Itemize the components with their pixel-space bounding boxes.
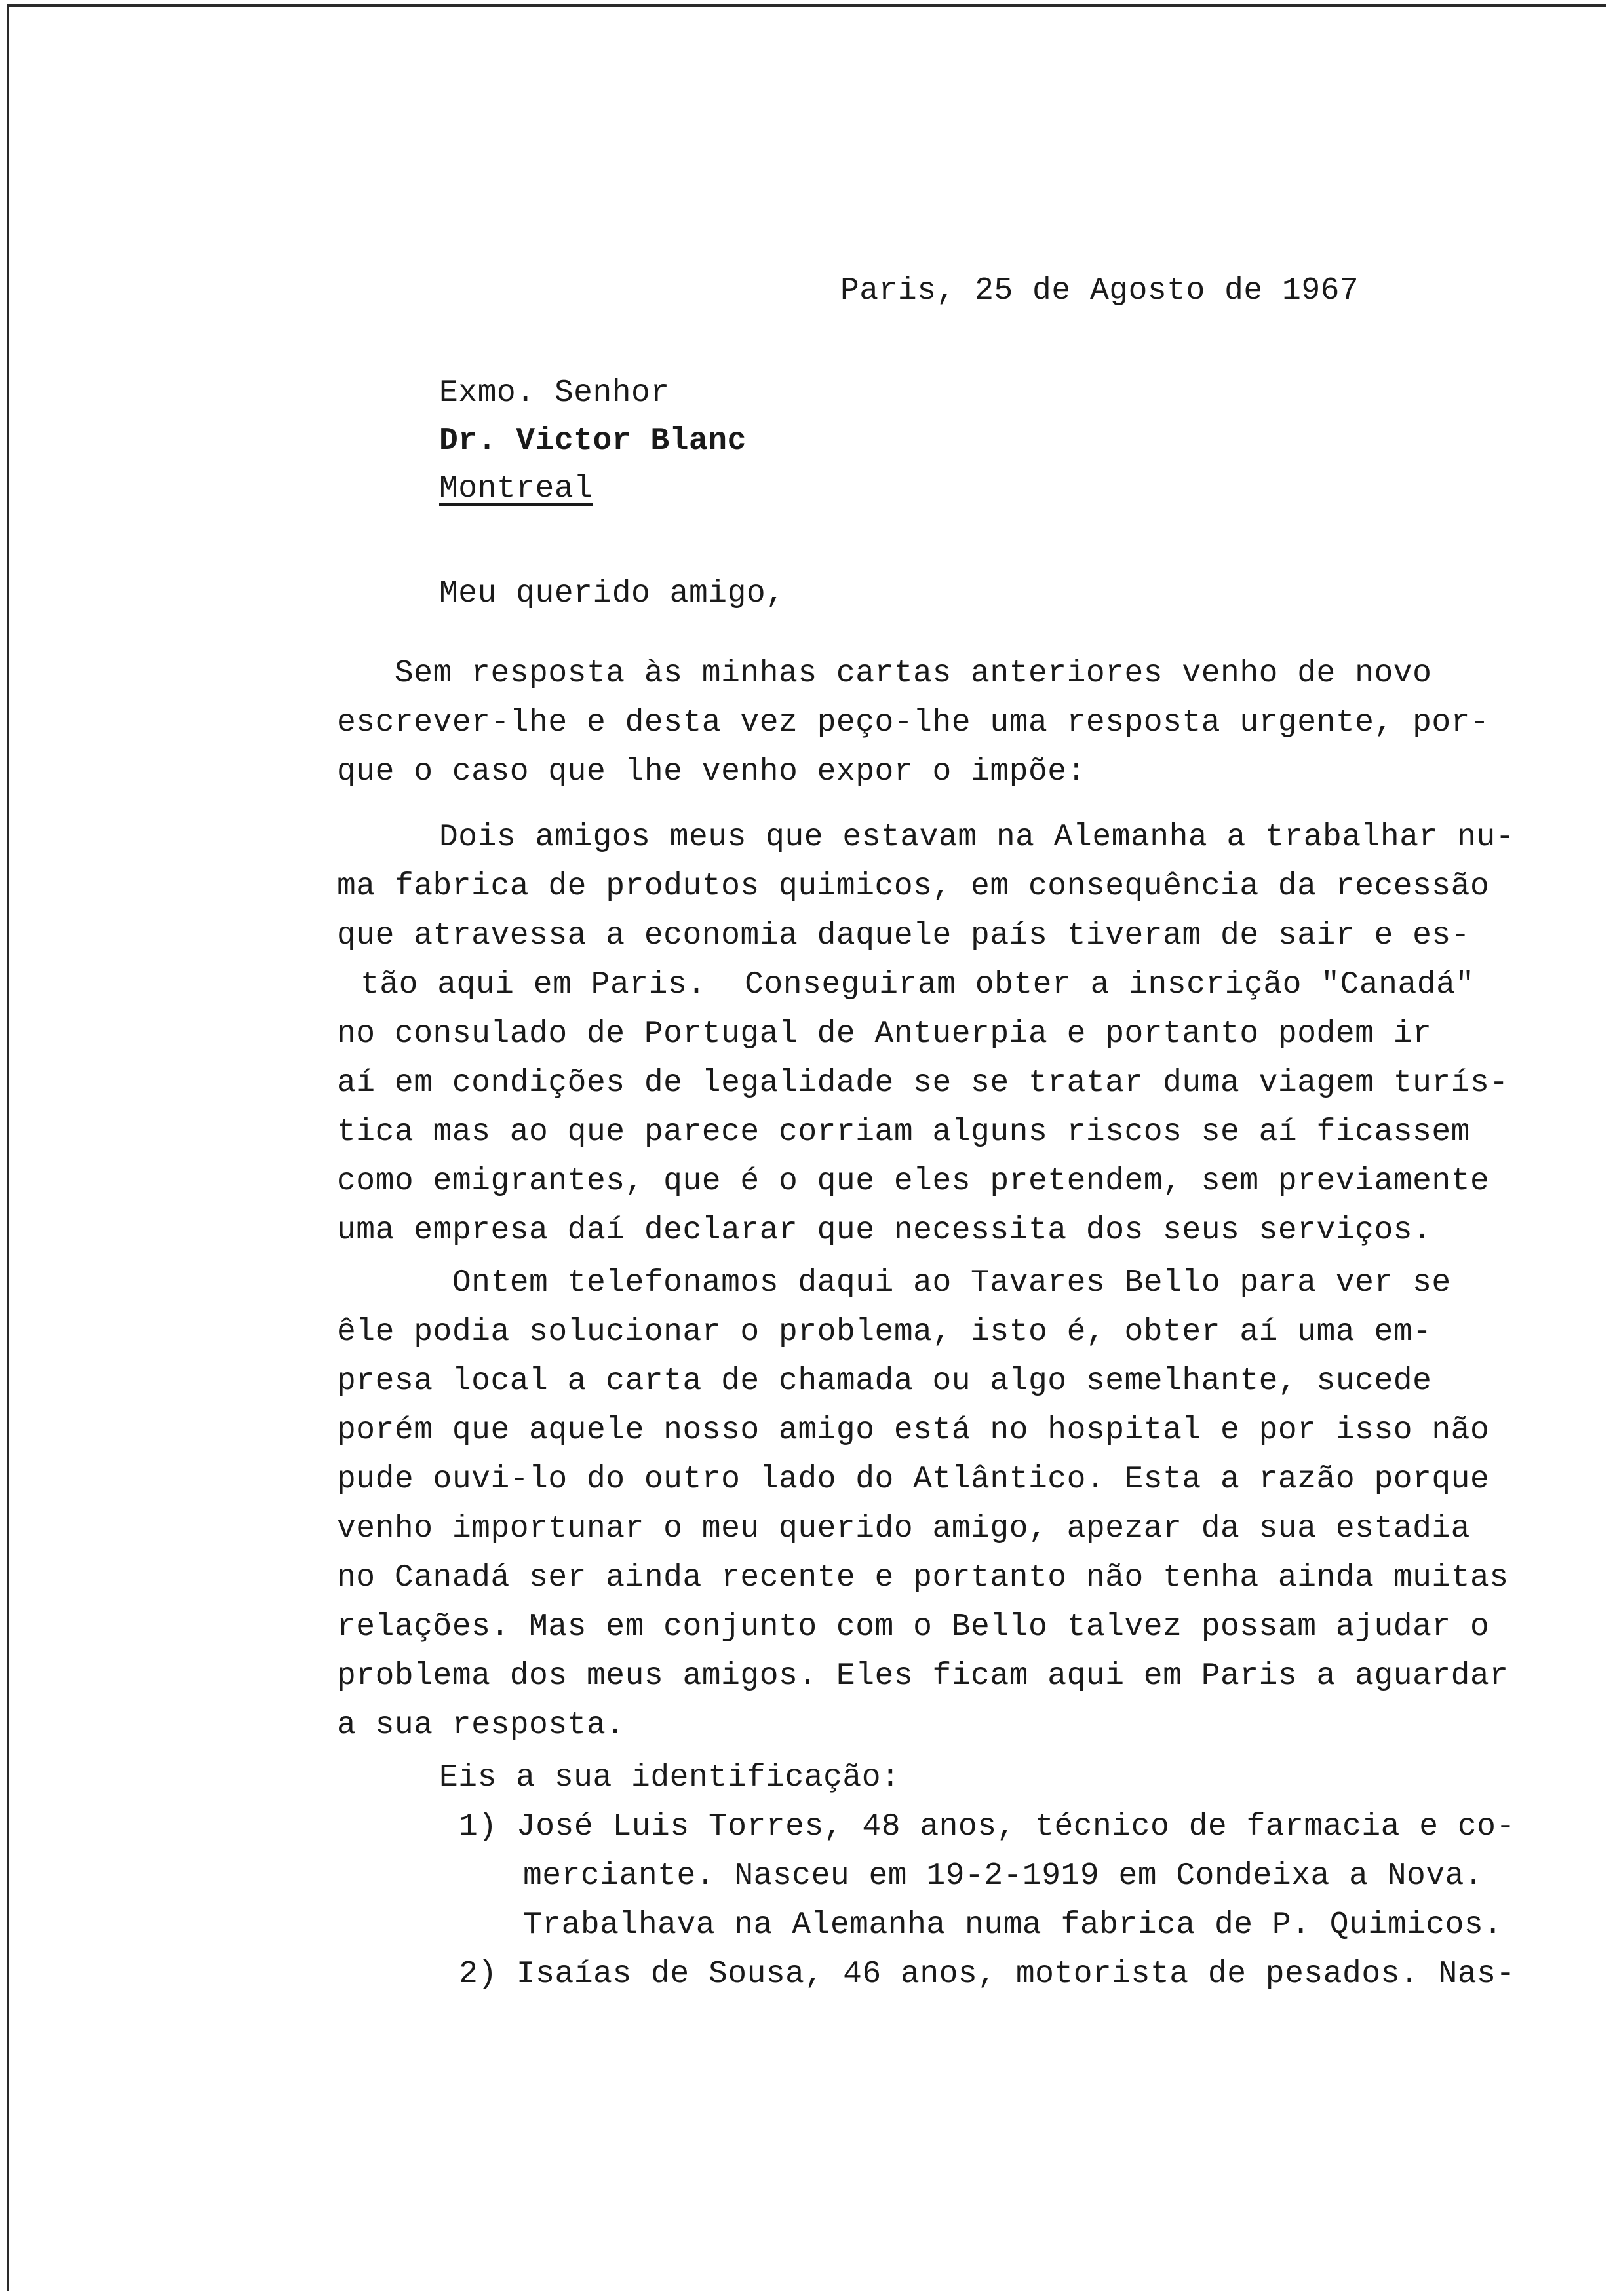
paragraph-line: uma empresa daí declarar que necessita dos seus serviços. — [337, 1213, 1432, 1248]
paragraph-line: no Canadá ser ainda recente e portanto não tenha ainda muitas — [337, 1560, 1509, 1596]
paragraph-line: porém que aquele nosso amigo está no hospital e por isso não — [337, 1413, 1490, 1448]
paragraph-line: que atravessa a economia daquele país tiveram de sair e es- — [337, 918, 1470, 953]
paragraph-line: Dois amigos meus que estavam na Alemanha a trabalhar nu- — [439, 820, 1515, 855]
paragraph-line: presa local a carta de chamada ou algo semelhante, sucede — [337, 1364, 1432, 1399]
paragraph-line: venho importunar o meu querido amigo, apezar da sua estadia — [337, 1511, 1470, 1546]
paragraph-line: problema dos meus amigos. Eles ficam aqui em Paris a aguardar — [337, 1658, 1509, 1694]
paragraph-line: tica mas ao que parece corriam alguns riscos se aí ficassem — [337, 1115, 1470, 1150]
date-line: Paris, 25 de Agosto de 1967 — [840, 273, 1359, 309]
paragraph-line: no consulado de Portugal de Antuerpia e portanto podem ir — [337, 1016, 1432, 1052]
paragraph-line: a sua resposta. — [337, 1708, 625, 1743]
recipient-name: Dr. Victor Blanc — [439, 423, 747, 459]
paragraph-line: relações. Mas em conjunto com o Bello talvez possam ajudar o — [337, 1609, 1490, 1645]
item-line: 1) José Luis Torres, 48 anos, técnico de farmacia e co- — [459, 1809, 1515, 1845]
paragraph-line: Ontem telefonamos daqui ao Tavares Bello para ver se — [337, 1265, 1451, 1301]
item-line: merciante. Nasceu em 19-2-1919 em Condeixa a Nova. — [523, 1858, 1484, 1894]
paragraph-line: Sem resposta às minhas cartas anteriores venho de novo — [337, 656, 1432, 691]
recipient-title: Exmo. Senhor — [439, 375, 670, 411]
paragraph-line: êle podia solucionar o problema, isto é, obter aí uma em- — [337, 1314, 1432, 1350]
paragraph-line: pude ouvi-lo do outro lado do Atlântico. Esta a razão porque — [337, 1462, 1490, 1497]
item-line: 2) Isaías de Sousa, 46 anos, motorista de pesados. Nas- — [459, 1957, 1515, 1992]
paragraph-line: ma fabrica de produtos quimicos, em consequência da recessão — [337, 869, 1490, 904]
paragraph-line: tão aqui em Paris. Conseguiram obter a inscrição "Canadá" — [360, 967, 1475, 1003]
recipient-city: Montreal — [439, 471, 593, 507]
paragraph-line: aí em condições de legalidade se se tratar duma viagem turís- — [337, 1065, 1509, 1101]
item-line: Trabalhava na Alemanha numa fabrica de P. Quimicos. — [523, 1907, 1503, 1943]
salutation: Meu querido amigo, — [439, 576, 785, 611]
paragraph-line: escrever-lhe e desta vez peço-lhe uma resposta urgente, por- — [337, 705, 1490, 740]
paragraph-line: como emigrantes, que é o que eles pretendem, sem previamente — [337, 1164, 1490, 1199]
identification-intro: Eis a sua identificação: — [439, 1760, 901, 1795]
paragraph-line: que o caso que lhe venho expor o impõe: — [337, 754, 1086, 790]
